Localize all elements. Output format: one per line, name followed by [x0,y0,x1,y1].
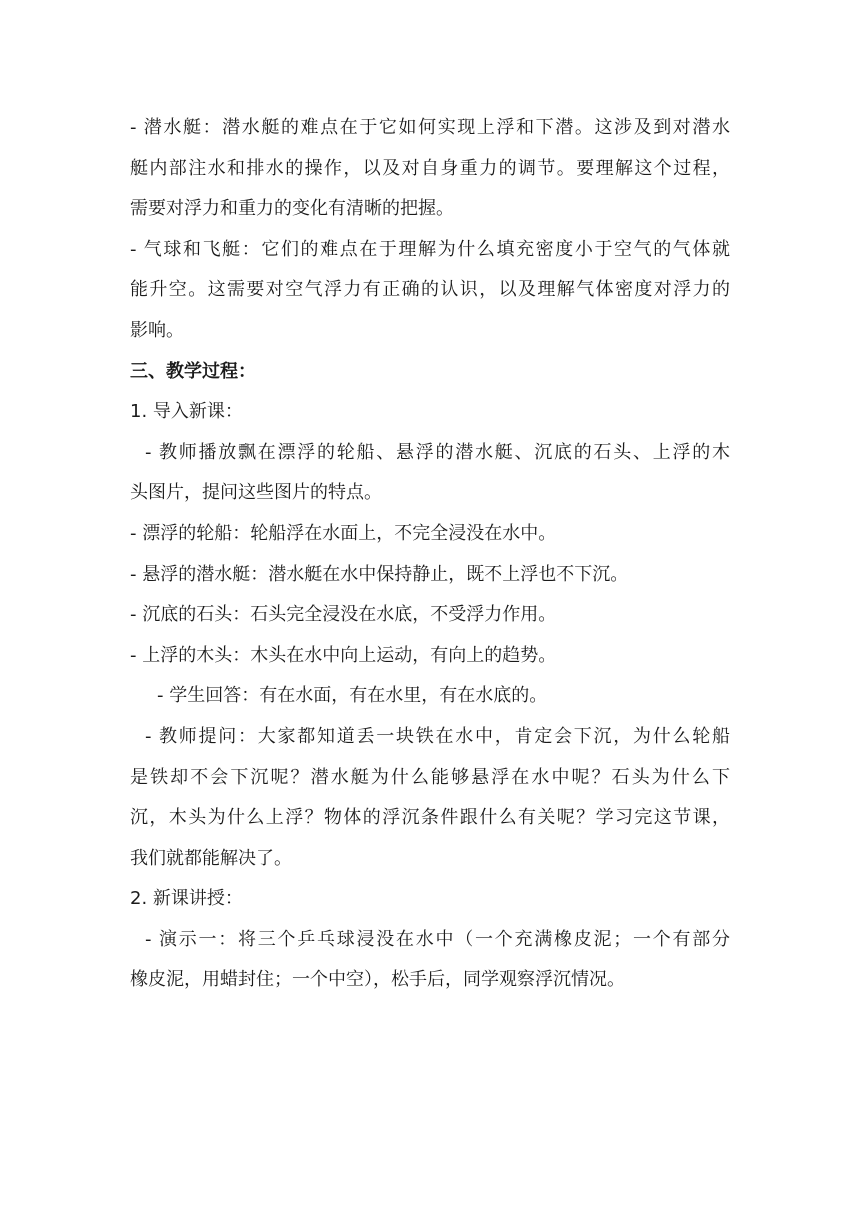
text-line: - 漂浮的轮船：轮船浮在水面上，不完全浸没在水中。 [130,522,557,544]
text-line: 橡皮泥，用蜡封住；一个中空），松手后，同学观察浮沉情况。 [130,969,625,991]
text-line: 能升空。这需要对空气浮力有正确的认识，以及理解气体密度对浮力的 [130,279,730,301]
text-line: 是铁却不会下沉呢？潜水艇为什么能够悬浮在水中呢？石头为什么下 [130,766,730,788]
text-line: - 气球和飞艇：它们的难点在于理解为什么填充密度小于空气的气体就 [130,238,730,260]
text-line: 艇内部注水和排水的操作，以及对自身重力的调节。要理解这个过程， [130,157,730,179]
text-line: 影响。 [130,319,184,341]
text-line: 2. 新课讲授： [130,888,243,910]
document-body [130,108,730,1001]
text-line: 我们就都能解决了。 [130,847,292,869]
text-line: - 潜水艇：潜水艇的难点在于它如何实现上浮和下潜。这涉及到对潜水 [130,117,730,138]
text-line: 沉，木头为什么上浮？物体的浮沉条件跟什么有关呢？学习完这节课， [130,807,730,829]
text-line: - 上浮的木头：木头在水中向上运动，有向上的趋势。 [130,644,557,666]
text-line: 头图片，提问这些图片的特点。 [130,482,382,504]
text-line: - 演示一：将三个乒乓球浸没在水中（一个充满橡皮泥；一个有部分 [145,928,730,950]
text-line: 1. 导入新课： [130,401,243,423]
text-line: 需要对浮力和重力的变化有清晰的把握。 [130,198,454,220]
section-heading: 三、教学过程： [130,360,256,382]
text-line: - 教师播放飘在漂浮的轮船、悬浮的潜水艇、沉底的石头、上浮的木 [145,441,730,463]
text-line: - 悬浮的潜水艇：潜水艇在水中保持静止，既不上浮也不下沉。 [130,563,629,585]
text-line: - 学生回答：有在水面，有在水里，有在水底的。 [157,685,548,707]
text-line: - 沉底的石头：石头完全浸没在水底，不受浮力作用。 [130,604,557,626]
text-line: - 教师提问：大家都知道丢一块铁在水中，肯定会下沉，为什么轮船 [145,725,730,747]
